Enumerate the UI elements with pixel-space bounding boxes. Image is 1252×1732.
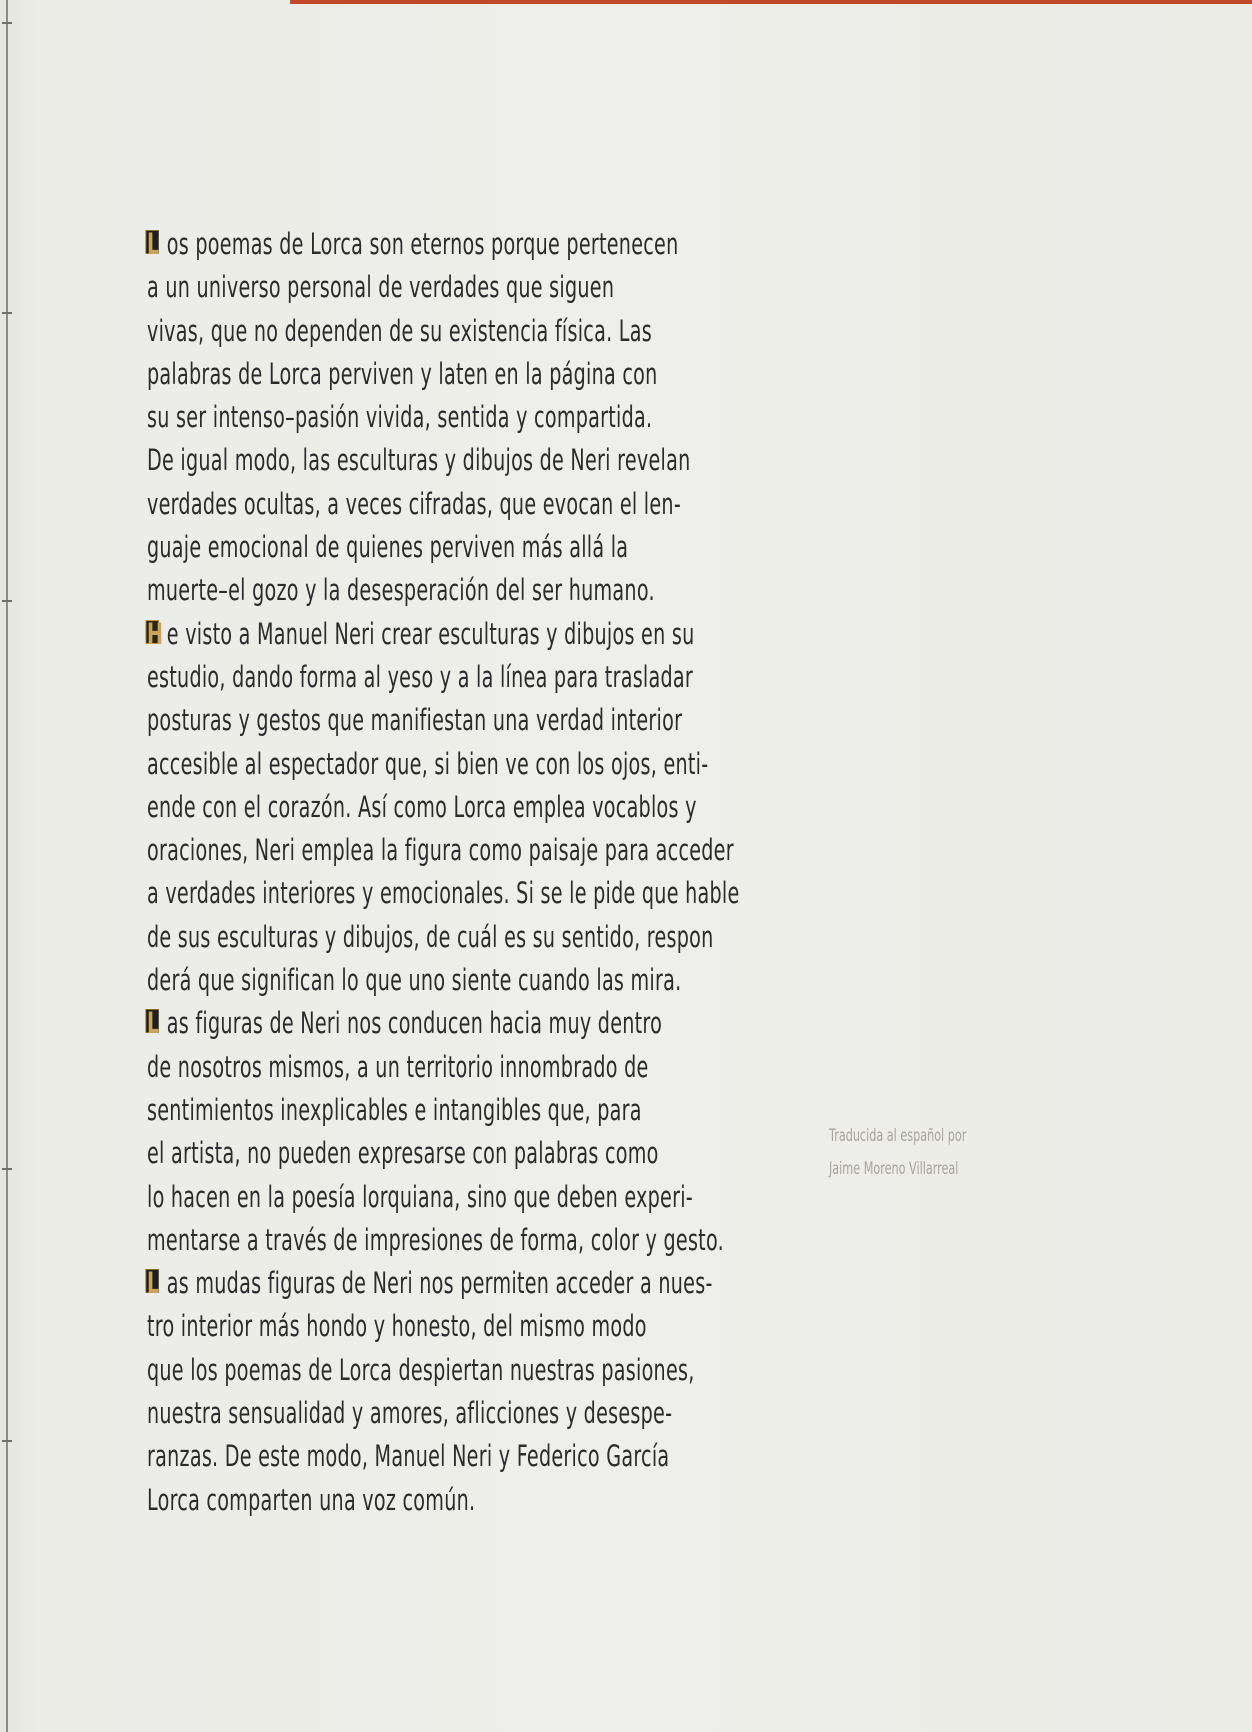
text-line: posturas y gestos que manifiestan una verdad interior [147, 703, 683, 738]
essay-text [147, 223, 812, 1522]
text-line: mentarse a través de impresiones de forma, color y gesto. [147, 1222, 724, 1257]
text-line: guaje emocional de quienes perviven más allá la [147, 530, 629, 565]
credit-line-1: Traducida al español por [829, 1126, 967, 1146]
paragraph-3 [147, 1002, 812, 1262]
text-line [147, 1002, 814, 1045]
text-line: muerte–el gozo y la desesperación del ser humano. [147, 573, 655, 608]
page-top-edge [290, 0, 1252, 4]
text-line: estudio, dando forma al yeso y a la línea para trasladar [147, 659, 694, 694]
spine-mark [2, 600, 12, 602]
text-line: sentimientos inexplicables e intangibles que, para [147, 1092, 642, 1127]
text-line: a un universo personal de verdades que siguen [147, 270, 615, 305]
text-line: palabras de Lorca perviven y laten en la página con [147, 356, 658, 391]
text-line: a verdades interiores y emocionales. Si se le pide que hable [147, 876, 740, 911]
spine-mark [2, 312, 12, 314]
text-line: verdades ocultas, a veces cifradas, que evocan el len- [147, 486, 682, 521]
drop-cap-letter: H [147, 616, 164, 651]
text-line: accesible al espectador que, si bien ve con los ojos, enti- [147, 746, 709, 781]
paragraph-2 [147, 613, 812, 1003]
text-line: derá que significan lo que uno siente cuando las mira. [147, 963, 682, 998]
text-line: Lorca comparten una voz común. [147, 1482, 476, 1517]
spine-mark [2, 1168, 12, 1170]
text-line: el artista, no pueden expresarse con palabras como [147, 1136, 659, 1171]
text-line: tro interior más hondo y honesto, del mismo modo [147, 1309, 647, 1344]
text-line [147, 613, 814, 656]
text-line [147, 1262, 814, 1305]
line-text: as figuras de Neri nos conducen hacia muy dentro [166, 1006, 663, 1041]
line-text: os poemas de Lorca son eternos porque pertenecen [166, 227, 679, 261]
text-line: ende con el corazón. Así como Lorca emplea vocablos y [147, 789, 697, 824]
line-text: e visto a Manuel Neri crear esculturas y dibujos en su [166, 616, 695, 651]
text-line: que los poemas de Lorca despiertan nuestras pasiones, [147, 1352, 695, 1387]
text-line: de nosotros mismos, a un territorio innombrado de [147, 1049, 649, 1084]
text-line: oraciones, Neri emplea la figura como paisaje para acceder [147, 833, 734, 868]
spine-mark [2, 1440, 12, 1442]
line-text: as mudas figuras de Neri nos permiten acceder a nues- [166, 1266, 713, 1301]
drop-cap-letter: L [147, 1266, 160, 1301]
text-line: lo hacen en la poesía lorquiana, sino que deben experi- [147, 1179, 693, 1214]
translation-credit [829, 1120, 1089, 1186]
book-spine [6, 0, 8, 1732]
text-line: De igual modo, las esculturas y dibujos de Neri revelan [147, 443, 691, 478]
text-line: de sus esculturas y dibujos, de cuál es su sentido, respon [147, 919, 714, 954]
paragraph-1 [147, 223, 812, 613]
drop-cap-letter: L [147, 227, 160, 261]
text-line: su ser intenso–pasión vivida, sentida y compartida. [147, 400, 653, 435]
text-line: vivas, que no dependen de su existencia física. Las [147, 313, 652, 348]
credit-line-2: Jaime Moreno Villarreal [829, 1159, 959, 1179]
spine-mark [2, 22, 12, 24]
text-line: ranzas. De este modo, Manuel Neri y Federico García [147, 1439, 670, 1474]
drop-cap-letter: L [147, 1006, 160, 1041]
paragraph-4 [147, 1262, 812, 1522]
text-line: nuestra sensualidad y amores, aflicciones y desespe- [147, 1396, 673, 1431]
text-line [147, 223, 814, 266]
